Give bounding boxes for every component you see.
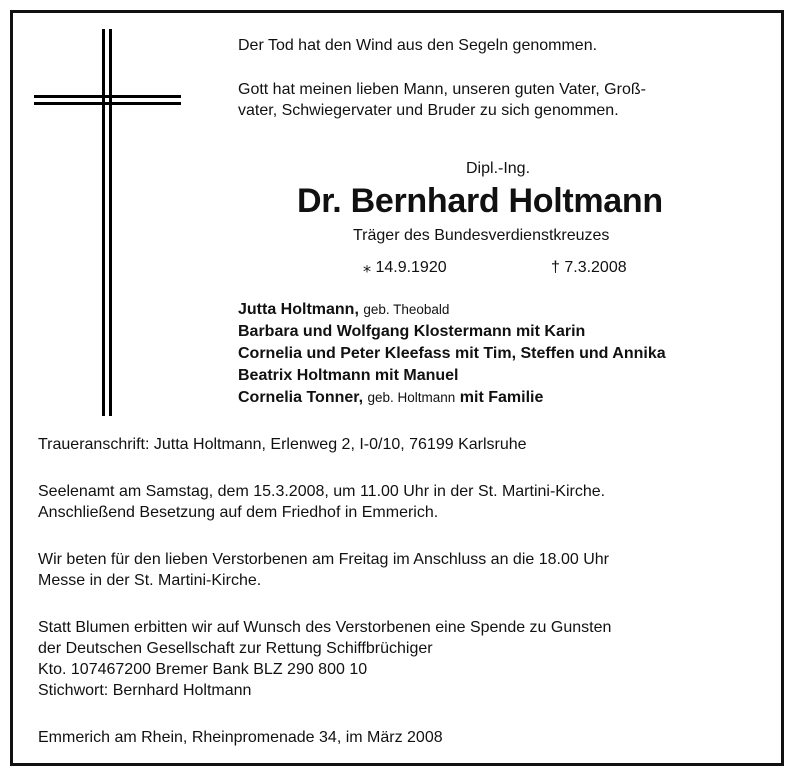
donation-line-1: Statt Blumen erbitten wir auf Wunsch des Verstorbenen eine Spende zu Gunsten [38, 619, 612, 636]
academic-title: Dipl.-Ing. [466, 160, 531, 177]
prayer-line-1: Wir beten für den lieben Verstorbenen am Freitag im Anschluss an die 18.00 Uhr [38, 551, 609, 568]
mourner-2: Barbara und Wolfgang Klostermann mit Karin [238, 323, 586, 340]
mourner-5: Cornelia Tonner, geb. Holtmann mit Familie [238, 389, 544, 406]
honor-line: Träger des Bundesverdienstkreuzes [353, 227, 610, 244]
intro-line-2: Gott hat meinen lieben Mann, unseren guten Vater, Groß- [238, 81, 646, 98]
donation-line-4: Stichwort: Bernhard Holtmann [38, 682, 252, 699]
prayer-line-2: Messe in der St. Martini-Kirche. [38, 572, 262, 589]
mourning-address: Traueranschrift: Jutta Holtmann, Erlenweg 2, I-0/10, 76199 Karlsruhe [38, 436, 527, 453]
donation-line-2: der Deutschen Gesellschaft zur Rettung Schiffbrüchiger [38, 640, 433, 657]
deceased-name: Dr. Bernhard Holtmann [297, 182, 663, 220]
donation-line-3: Kto. 107467200 Bremer Bank BLZ 290 800 10 [38, 661, 368, 678]
mourner-3: Cornelia und Peter Kleefass mit Tim, Steffen und Annika [238, 345, 666, 362]
intro-line-3: vater, Schwiegervater und Bruder zu sich genommen. [238, 102, 619, 119]
service-line-2: Anschließend Besetzung auf dem Friedhof in Emmerich. [38, 504, 439, 521]
service-line-1: Seelenamt am Samstag, dem 15.3.2008, um 11.00 Uhr in der St. Martini-Kirche. [38, 483, 606, 500]
intro-line-1: Der Tod hat den Wind aus den Segeln genommen. [238, 37, 598, 54]
death-date: † 7.3.2008 [551, 259, 627, 276]
birth-date: ⁎ 14.9.1920 [363, 259, 447, 276]
mourner-1: Jutta Holtmann, geb. Theobald [238, 301, 450, 318]
mourner-4: Beatrix Holtmann mit Manuel [238, 367, 459, 384]
closing-line: Emmerich am Rhein, Rheinpromenade 34, im März 2008 [38, 729, 443, 746]
